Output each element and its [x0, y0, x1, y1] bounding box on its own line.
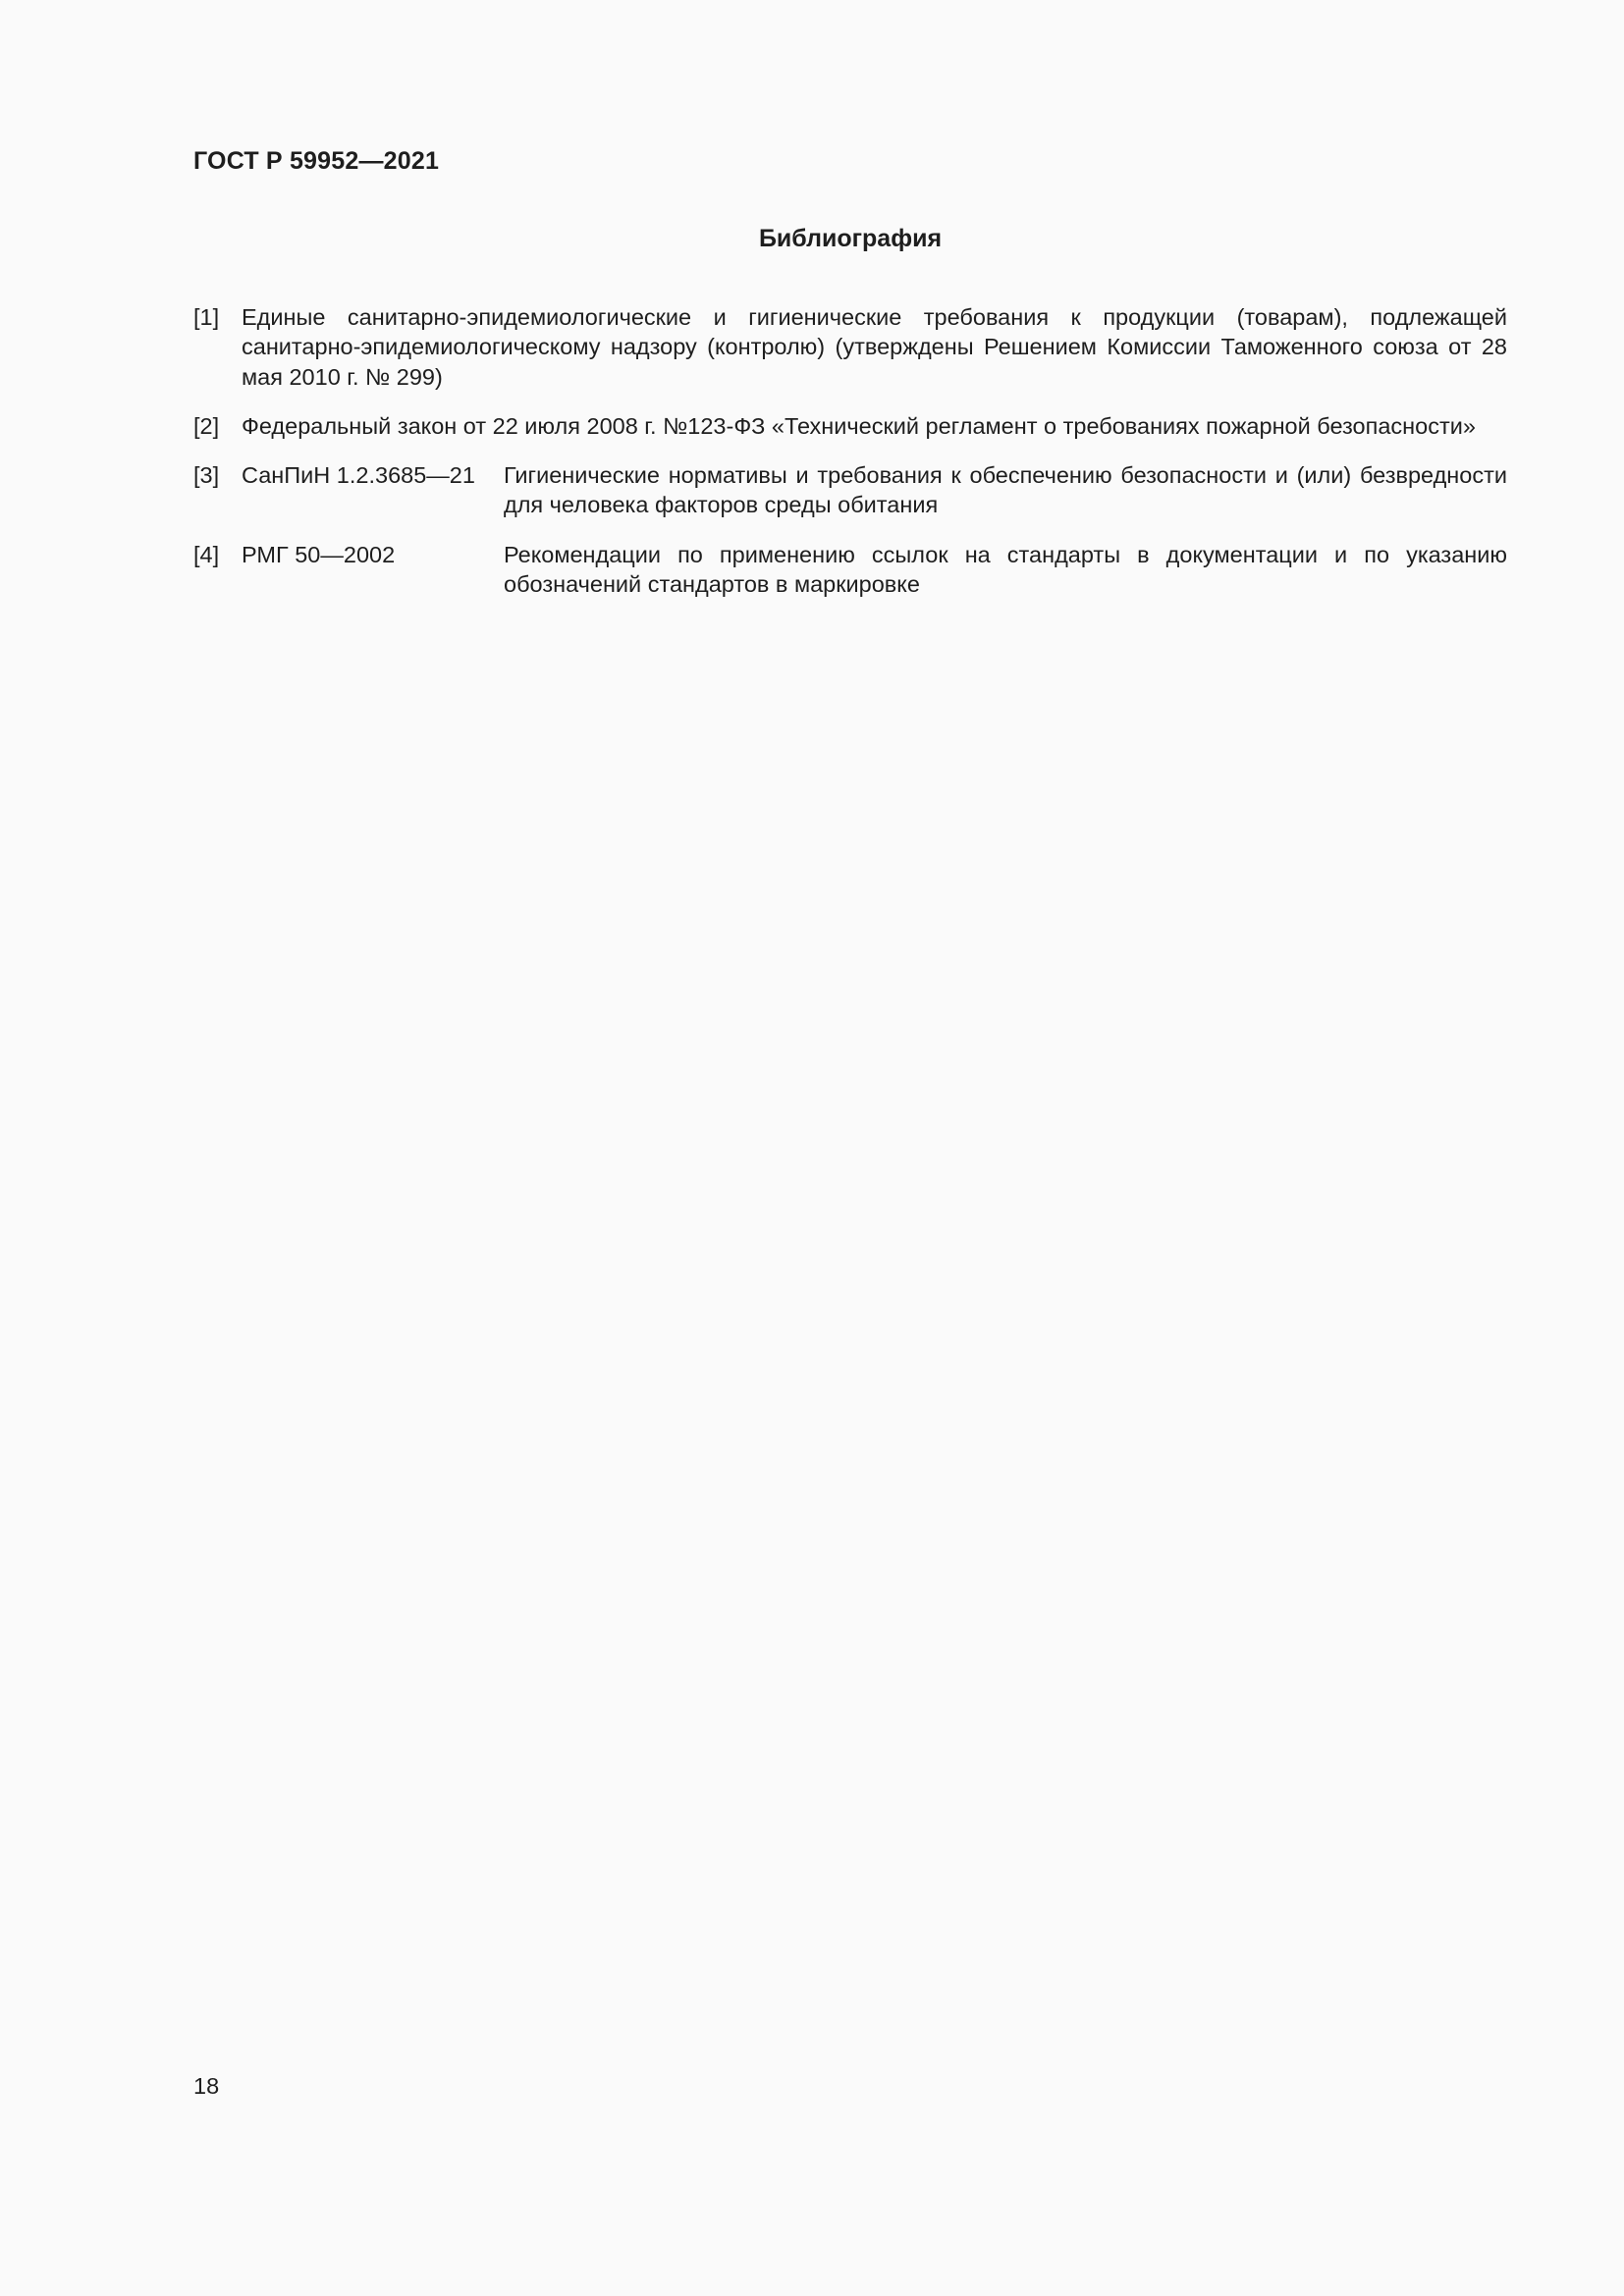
entry-number: [4] — [193, 541, 220, 567]
bibliography-entry-4 — [193, 540, 1507, 600]
entry-code: РМГ 50—2002 — [242, 541, 396, 567]
entry-text: Рекомендации по применению ссылок на стандарты в документации и по указанию обозначений стандартов в маркировке — [504, 541, 1507, 598]
bibliography-entry-3 — [193, 460, 1507, 520]
entry-text: Единые санитарно-эпидемиологические и гигиенические требования к продукции (товарам), подлежащей санитарно-эпидемиологическому надзору (контролю) (утверждены Решением Комиссии Таможенного союза от 28 мая 2010 г. № 299) — [242, 304, 1507, 390]
page-number: 18 — [193, 2073, 220, 2099]
entry-number: [2] — [193, 412, 220, 439]
entry-text: Гигиенические нормативы и требования к обеспечению безопасности и (или) безвредности для человека факторов среды обитания — [504, 462, 1507, 518]
entry-number: [1] — [193, 304, 220, 330]
document-code-header: ГОСТ Р 59952—2021 — [193, 147, 440, 175]
bibliography-list — [193, 302, 1507, 618]
bibliography-entry-2 — [193, 411, 1507, 441]
section-title: Библиография — [758, 225, 943, 252]
bibliography-entry-1 — [193, 302, 1507, 392]
entry-number: [3] — [193, 462, 220, 489]
entry-text: Федеральный закон от 22 июля 2008 г. №123-ФЗ «Технический регламент о требованиях пожарной безопасности» — [242, 412, 1476, 439]
entry-code: СанПиН 1.2.3685—21 — [242, 462, 475, 489]
